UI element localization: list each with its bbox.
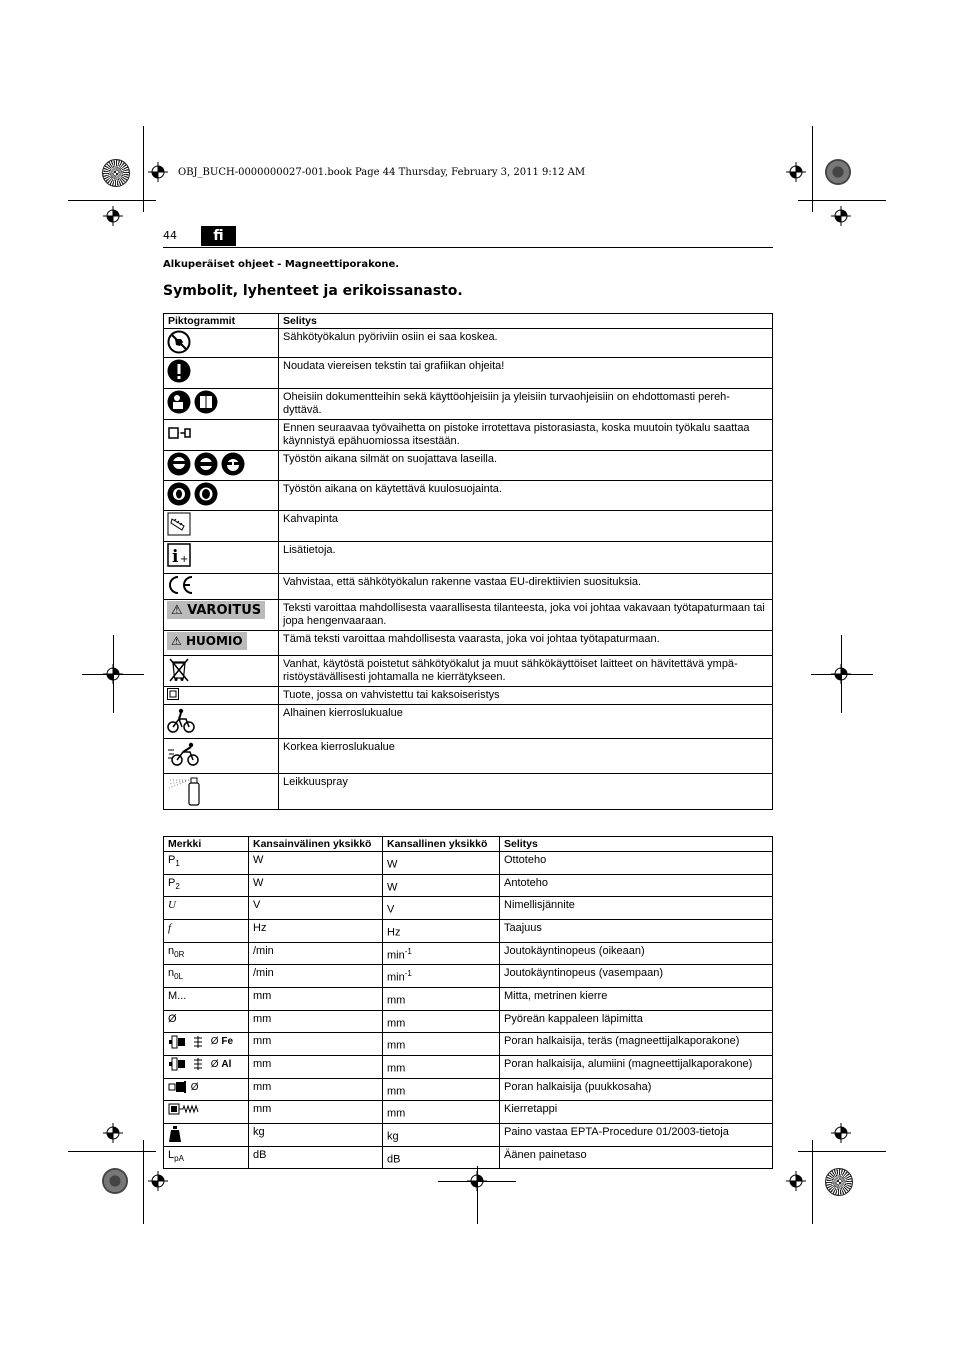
table-row [164,897,773,920]
column-header: Kansallinen yksikkö [383,837,500,852]
ear-protection-icon [167,488,218,500]
grip-surface-icon [167,512,191,536]
units-table [163,836,773,1169]
description-cell: Mitta, metrinen kierre [500,987,773,1010]
description-cell: Äänen painetaso [500,1146,773,1169]
warning-triangle-icon: ⚠ [171,634,182,648]
table-row [164,852,773,875]
header-rule [163,247,773,248]
symbol-cell: Ø [164,1078,249,1101]
symbol-cell: M... [164,987,249,1010]
table-row [164,1078,773,1101]
table-row [164,451,773,481]
intl-unit-cell: mm [249,1055,383,1078]
row-text: Kahvapinta [279,511,773,542]
registration-mark-icon [148,162,168,182]
color-rosette-icon [102,159,130,187]
tap-icon [168,1102,202,1116]
registration-mark-icon [103,206,123,226]
symbol-cell: $n_{0R}$ [164,942,249,965]
table-row [164,1101,773,1124]
table-header-row [164,837,773,852]
natl-unit-cell: $\min^{-1}$ [383,942,500,965]
natl-unit-cell: mm [383,1055,500,1078]
registration-mark-icon [786,162,806,182]
table-row [164,919,773,942]
row-text: Vanhat, käytöstä poistetut sähkötyökalut ja muut sähkökäyttöiset laitteet on hävitettävä ympä-ristöystävällisesti johtamalla ne kierrätykseen. [279,656,773,687]
table-row [164,942,773,965]
no-touch-rotating-icon [167,330,191,354]
intl-unit-cell: W [249,852,383,875]
table-row [164,965,773,988]
intl-unit-cell: V [249,897,383,920]
row-text: Lisätietoja. [279,542,773,574]
row-text: Työstön aikana on käytettävä kuulosuojainta. [279,481,773,511]
column-header: Piktogrammit [164,314,279,329]
row-text: Alhainen kierroslukualue [279,705,773,739]
high-speed-bike-icon [167,740,201,768]
table-row [164,389,773,420]
natl-unit-cell: $\min^{-1}$ [383,965,500,988]
table-row [164,329,773,358]
symbol-cell: Ø Fe [164,1033,249,1056]
column-header: Kansainvälinen yksikkö [249,837,383,852]
description-cell: Poran halkaisija (puukkosaha) [500,1078,773,1101]
ce-mark-icon [167,575,195,595]
symbol-cell: f [164,919,249,942]
caution-label: ⚠ HUOMIO [167,632,247,650]
row-text: Teksti varoittaa mahdollisesta vaarallisesta tilanteesta, joka voi johtaa vakavaan työtapaturmaan tai jopa hengenvaaraan. [279,600,773,631]
symbol-cell: Ø [164,1010,249,1033]
table-row [164,358,773,389]
intl-unit-cell: mm [249,987,383,1010]
row-text: Tuote, jossa on vahvistettu tai kaksoiseristys [279,687,773,705]
natl-unit-cell: mm [383,1010,500,1033]
table-row [164,420,773,451]
hole-saw-diameter-icon [168,1080,188,1094]
intl-unit-cell: /min [249,965,383,988]
table-row [164,774,773,810]
language-tag: fi [201,226,236,246]
description-cell: Poran halkaisija, alumiini (magneettijalkaporakone) [500,1055,773,1078]
table-header-row [164,314,773,329]
table-row [164,656,773,687]
symbol-cell: $n_{0L}$ [164,965,249,988]
color-rosette-icon [825,159,851,185]
intl-unit-cell: mm [249,1010,383,1033]
natl-unit-cell: kg [383,1123,500,1146]
registration-mark-icon [831,664,851,684]
row-text: Sähkötyökalun pyöriviin osiin ei saa koskea. [279,329,773,358]
svg-text:i: i [172,547,179,567]
intl-unit-cell: mm [249,1101,383,1124]
spray-can-icon [167,775,203,807]
table-row [164,574,773,600]
table-row [164,1146,773,1169]
pictogram-table [163,313,773,810]
svg-text:+: + [180,554,189,565]
registration-mark-icon [103,1123,123,1143]
weight-icon [168,1125,182,1143]
table-row [164,1010,773,1033]
warning-label: ⚠ VAROITUS [167,601,265,619]
color-rosette-icon [102,1168,128,1194]
row-text: Leikkuuspray [279,774,773,810]
natl-unit-cell: W [383,874,500,897]
row-text: Tämä teksti varoittaa mahdollisesta vaarasta, joka voi johtaa työtapaturmaan. [279,631,773,656]
page-title: Symbolit, lyhenteet ja erikoissanasto. [163,283,463,299]
registration-mark-icon [786,1171,806,1191]
table-row [164,1055,773,1078]
intl-unit-cell: W [249,874,383,897]
row-text: Korkea kierroslukualue [279,739,773,774]
table-row [164,1123,773,1146]
row-text: Työstön aikana silmät on suojattava laseilla. [279,451,773,481]
natl-unit-cell: mm [383,987,500,1010]
intl-unit-cell: /min [249,942,383,965]
info-icon [167,543,191,567]
natl-unit-cell: mm [383,1101,500,1124]
table-row [164,705,773,739]
eye-protection-icon [167,458,245,470]
description-cell: Nimellisjännite [500,897,773,920]
natl-unit-cell: W [383,852,500,875]
column-header: Selitys [279,314,773,329]
table-row [164,481,773,511]
description-cell: Kierretappi [500,1101,773,1124]
warning-triangle-icon: ⚠ [171,602,183,618]
intl-unit-cell: mm [249,1078,383,1101]
registration-mark-icon [831,206,851,226]
row-text: Noudata viereisen tekstin tai grafiikan ohjeita! [279,358,773,389]
description-cell: Ottoteho [500,852,773,875]
symbol-cell: Ø Al [164,1055,249,1078]
registration-mark-icon [103,664,123,684]
intl-unit-cell: Hz [249,919,383,942]
natl-unit-cell: mm [383,1078,500,1101]
symbol-cell [164,1101,249,1124]
page-number: 44 [163,229,177,242]
table-row [164,874,773,897]
row-text: Oheisiin dokumentteihin sekä käyttöohjeisiin ja yleisiin turvaohjeisiin on ehdottomasti pereh-dyttävä. [279,389,773,420]
read-manual-icon [167,396,218,408]
drill-diameter-steel-icon [168,1035,208,1049]
table-row [164,631,773,656]
natl-unit-cell: V [383,897,500,920]
intl-unit-cell: mm [249,1033,383,1056]
symbol-cell: $L_{pA}$ [164,1146,249,1169]
registration-mark-icon [148,1171,168,1191]
drill-diameter-aluminium-icon [168,1057,208,1071]
symbol-cell: U [164,897,249,920]
natl-unit-cell: mm [383,1033,500,1056]
weee-bin-icon [167,657,191,683]
table-row [164,511,773,542]
table-row [164,542,773,574]
column-header: Merkki [164,837,249,852]
color-rosette-icon [825,1168,853,1196]
description-cell: Paino vastaa EPTA-Procedure 01/2003-tietoja [500,1123,773,1146]
natl-unit-cell: dB [383,1146,500,1169]
symbol-cell [164,1123,249,1146]
low-speed-bike-icon [167,706,195,734]
row-text: Ennen seuraavaa työvaihetta on pistoke irrotettava pistorasiasta, koska muutoin työkalu saattaa käynnistyä epähuomiossa itsestään. [279,420,773,451]
intl-unit-cell: kg [249,1123,383,1146]
symbol-cell: $P_1$ [164,852,249,875]
intl-unit-cell: dB [249,1146,383,1169]
table-row [164,987,773,1010]
exclamation-icon [167,359,191,383]
description-cell: Poran halkaisija, teräs (magneettijalkaporakone) [500,1033,773,1056]
description-cell: Pyöreän kappaleen läpimitta [500,1010,773,1033]
table-row [164,1033,773,1056]
table-row [164,687,773,705]
page-subtitle: Alkuperäiset ohjeet - Magneettiporakone. [163,259,400,270]
column-header: Selitys [500,837,773,852]
unplug-icon [167,421,193,445]
table-row [164,600,773,631]
registration-mark-icon [467,1171,487,1191]
description-cell: Antoteho [500,874,773,897]
symbol-cell: $P_2$ [164,874,249,897]
book-header-line: OBJ_BUCH-0000000027-001.book Page 44 Thursday, February 3, 2011 9:12 AM [178,167,586,178]
row-text: Vahvistaa, että sähkötyökalun rakenne vastaa EU-direktiivien suosituksia. [279,574,773,600]
registration-mark-icon [831,1123,851,1143]
description-cell: Joutokäyntinopeus (oikeaan) [500,942,773,965]
description-cell: Joutokäyntinopeus (vasempaan) [500,965,773,988]
double-insulation-icon [167,688,179,700]
description-cell: Taajuus [500,919,773,942]
table-row [164,739,773,774]
natl-unit-cell: Hz [383,919,500,942]
